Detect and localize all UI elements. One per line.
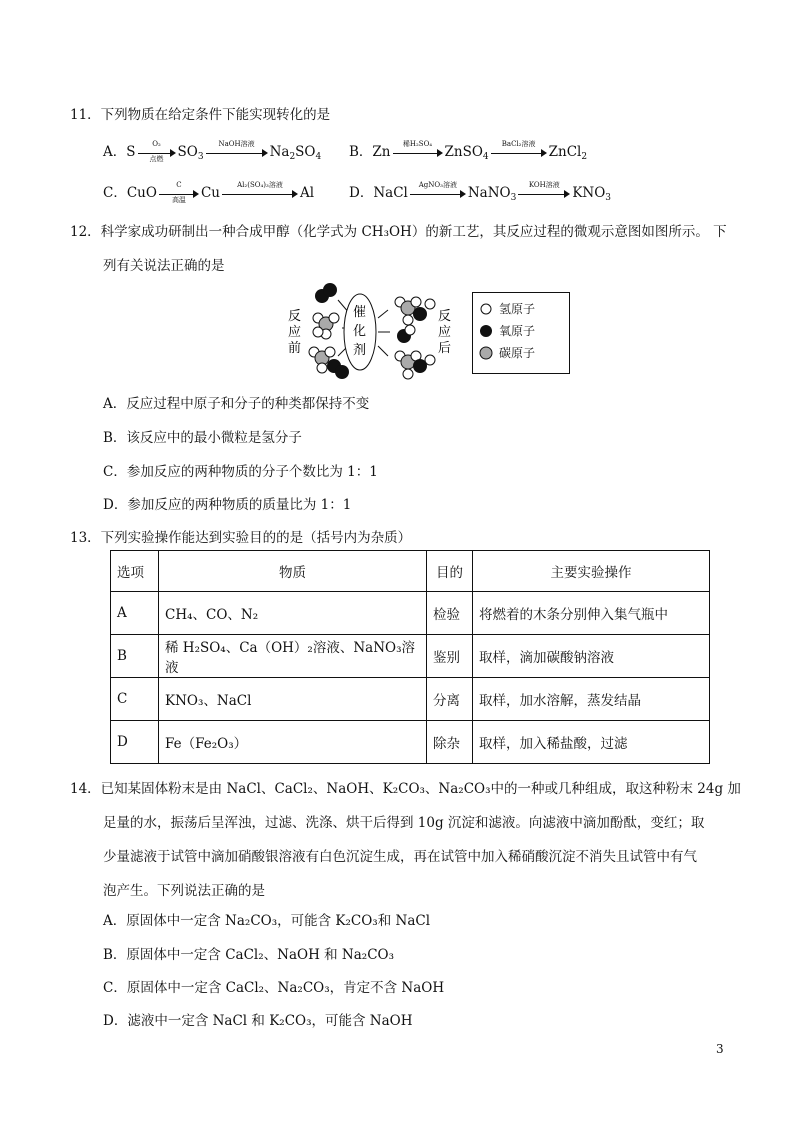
reactant-molecules [309, 283, 349, 379]
q14-stem-2: 足量的水，振荡后呈浑浊，过滤、洗涤、烘干后得到 10g 沉淀和滤液。向滤液中滴加酚酞，变红；取 [103, 815, 705, 831]
svg-text:剂: 剂 [353, 343, 367, 358]
catalyst-label: 催 [353, 305, 367, 320]
q14-stem-4: 泡产生。下列说法正确的是 [103, 883, 265, 899]
table-cell: A [111, 592, 159, 635]
q12-stem-cont: 列有关说法正确的是 [103, 258, 225, 274]
table-cell: 检验 [427, 592, 473, 635]
table-row [111, 635, 710, 678]
q14-option-a: A．原固体中一定含 Na₂CO₃，可能含 K₂CO₃和 NaCl [103, 913, 431, 929]
reaction-arrow: NaOH溶液 [206, 146, 268, 160]
svg-text:化: 化 [353, 324, 367, 339]
table-row [111, 592, 710, 635]
table-header: 目的 [427, 551, 473, 592]
q14-option-b: B．原固体中一定含 CaCl₂、NaOH 和 Na₂CO₃ [103, 947, 395, 963]
q12-option-b: B．该反应中的最小微粒是氢分子 [103, 430, 302, 446]
page-number: 3 [716, 1042, 724, 1056]
q11-stem: 11．下列物质在给定条件下能实现转化的是 [70, 107, 331, 123]
svg-text:应: 应 [438, 325, 452, 340]
q11-option-b: B．Zn 稀H₂SO₄ ZnSO$_4$ BaCl₂溶液 ZnCl$_2$ [349, 139, 588, 162]
table-cell: D [111, 721, 159, 764]
table-cell: 稀 H₂SO₄、Ca（OH）₂溶液、NaNO₃溶液 [159, 635, 427, 678]
reaction-arrow: O₂ 点燃 [138, 146, 176, 160]
q14-stem-1: 14．已知某固体粉末是由 NaCl、CaCl₂、NaOH、K₂CO₃、Na₂CO₃中的一种或几种组成，取这种粉末 24g 加 [70, 781, 741, 797]
table-cell: B [111, 635, 159, 678]
q12-option-c: C．参加反应的两种物质的分子个数比为 1：1 [103, 464, 378, 480]
legend-oxygen: 氧原子 [499, 324, 536, 338]
q11-option-a: A．S O₂ 点燃 $SO_3$ NaOH溶液 $Na_2SO_4$ [103, 139, 322, 163]
hydrogen-atom-icon [481, 304, 491, 314]
legend-box [472, 292, 570, 374]
q14-option-d: D．滤液中一定含 NaCl 和 K₂CO₃，可能含 NaOH [103, 1013, 413, 1029]
reaction-arrow: Al₂(SO₄)₃溶液 [222, 187, 298, 201]
table-cell: 取样，加入稀盐酸，过滤 [473, 721, 710, 764]
q12-stem: 12．科学家成功研制出一种合成甲醇（化学式为 CH₃OH）的新工艺，其反应过程的微观示意图如图所示。 下 [70, 224, 727, 240]
table-header: 主要实验操作 [473, 551, 710, 592]
table-cell: 取样，滴加碳酸钠溶液 [473, 635, 710, 678]
reaction-arrow: C 高温 [159, 187, 199, 201]
table-cell: 除杂 [427, 721, 473, 764]
product-molecules [395, 297, 435, 379]
reaction-arrow: KOH溶液 [518, 187, 570, 201]
table-cell: 分离 [427, 678, 473, 721]
legend-hydrogen: 氢原子 [499, 302, 536, 316]
table-cell: CH₄、CO、N₂ [159, 592, 427, 635]
reaction-arrow: 稀H₂SO₄ [393, 146, 443, 160]
reaction-arrow: BaCl₂溶液 [491, 146, 547, 160]
table-header: 物质 [159, 551, 427, 592]
oxygen-atom-icon [480, 325, 492, 337]
table-row [111, 721, 710, 764]
table-cell: Fe（Fe₂O₃） [159, 721, 427, 764]
experiment-table [110, 550, 710, 764]
reaction-arrow: AgNO₃溶液 [410, 187, 466, 201]
q12-option-a: A．反应过程中原子和分子的种类都保持不变 [103, 396, 370, 412]
table-header: 选项 [111, 551, 159, 592]
carbon-atom-icon [480, 347, 492, 359]
table-row [111, 678, 710, 721]
legend-carbon: 碳原子 [499, 346, 536, 360]
svg-text:前: 前 [288, 341, 302, 356]
table-cell: C [111, 678, 159, 721]
table-cell: 将燃着的木条分别伸入集气瓶中 [473, 592, 710, 635]
q12-option-d: D．参加反应的两种物质的质量比为 1：1 [103, 497, 352, 513]
q11-option-d: D．NaCl AgNO₃溶液 NaNO$_3$ KOH溶液 $KNO_3$ [349, 180, 612, 203]
before-label-1: 反 [288, 309, 302, 324]
q14-option-c: C．原固体中一定含 CaCl₂、Na₂CO₃，肯定不含 NaOH [103, 980, 445, 996]
q11-option-c: C．CuO C 高温 Cu Al₂(SO₄)₃溶液 Al [103, 180, 315, 204]
after-label: 反 [438, 309, 452, 324]
q14-stem-3: 少量滤液于试管中滴加硝酸银溶液有白色沉淀生成，再在试管中加入稀硝酸沉淀不消失且试管中有气 [103, 849, 697, 865]
svg-text:后: 后 [438, 341, 452, 356]
table-cell: KNO₃、NaCl [159, 678, 427, 721]
table-cell: 取样，加水溶解，蒸发结晶 [473, 678, 710, 721]
table-cell: 鉴别 [427, 635, 473, 678]
svg-text:应: 应 [288, 325, 302, 340]
q13-stem: 13．下列实验操作能达到实验目的的是（括号内为杂质） [70, 530, 412, 546]
table-header-row [111, 551, 710, 592]
